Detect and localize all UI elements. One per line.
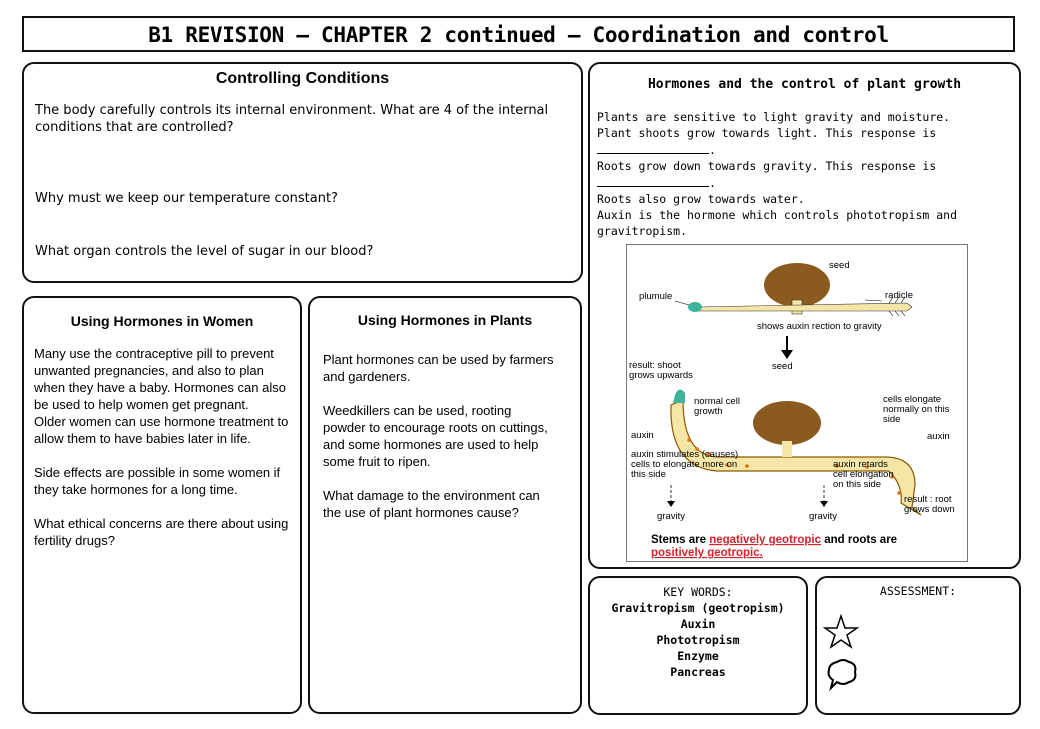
assessment-heading: ASSESSMENT: [879,584,957,598]
hormones-plants-panel [308,296,582,714]
page-title: B1 REVISION – CHAPTER 2 continued – Coordination and control [148,23,889,47]
women-heading: Using Hormones in Women [70,313,254,329]
label-cells-elongate-3: side [883,414,901,425]
label-normal-1: normal cell [694,396,740,407]
label-stimulates-2: cells to elongate more on [631,459,738,470]
plants-paragraph-2: Weedkillers can be used, rooting powder to encourage roots on cuttings, and some hormones are used to help some fruit to ripen. [323,403,548,469]
label-gravity-1: gravity [657,511,685,522]
controlling-question-2: Why must we keep our temperature constant? [35,191,338,206]
women-question: What ethical concerns are there about using fertility drugs? [34,516,289,548]
plant-growth-line-2: Plant shoots grow towards light. This response is [597,126,937,140]
controlling-question-3: What organ controls the level of sugar in our blood? [35,244,374,259]
plant-growth-heading: Hormones and the control of plant growth [647,77,962,92]
women-paragraph-3: Side effects are possible in some women if they take hormones for a long time. [34,465,281,497]
plant-growth-panel: Hormones and the control of plant growth Plants are sensitive to light gravity and moisture. Plant shoots grow towards light. This response is . Roots grow down towards gravity. This response is . Roots also grow towards water. Auxin is the hormone which controls phototropism and gravitropism. seed plumule radicle shows auxin rection to gravity seed result: shoot grows upwards normal cell growth cells elongate normally on this side auxin auxin auxin stimulates (causes) cells to elongate more on this side auxin retards cell elongation on this side gravity gravity result : root grows down Stems are negatively geotropic and roots are positively geotropic. [588,62,1021,569]
label-plumule: plumule [639,291,673,302]
plant-growth-line-1: Plants are sensitive to light gravity and moisture. [597,110,951,124]
label-retard-2: cell elongation [833,469,894,480]
controlling-heading: Controlling Conditions [215,70,390,87]
svg-text:Stems are negatively geotropic [651,534,897,546]
label-cells-elongate-2: normally on this [883,404,950,415]
women-paragraph-1: Many use the contraceptive pill to prevent unwanted pregnancies, and also to plan when they have a baby. Hormones can also be used to help women get pregnant. [34,346,286,412]
label-cells-elongate-1: cells elongate [883,394,942,405]
answer-blank-2 [597,174,709,187]
thought-bubble-icon [825,658,859,692]
plumule-tip [688,302,702,312]
plant-growth-line-5: Auxin is the hormone which controls phototropism and gravitropism. [597,208,958,238]
hormones-women-panel [22,296,302,714]
plant-growth-line-4: Roots also grow towards water. [597,192,805,206]
controlling-conditions-panel [22,62,583,283]
label-result-shoot-2: grows upwards [629,370,693,381]
label-seed-2: seed [772,361,793,372]
controlling-question-1: The body carefully controls its internal environment. What are 4 of the internal conditions that are controlled? [35,103,549,135]
label-retard-3: on this side [833,479,882,490]
title-banner [22,16,1015,52]
caption-part-1: Stems are [651,534,710,546]
key-word-3: Phototropism [656,633,740,647]
key-word-1: Gravitropism (geotropism) [611,601,785,615]
caption-part-2: and roots are [821,534,898,546]
plants-heading: Using Hormones in Plants [357,312,533,328]
answer-blank-1 [597,141,709,154]
caption-negative: negatively geotropic [709,534,822,546]
caption-positive: positively geotropic. [651,547,763,559]
star-icon [823,614,859,650]
key-word-4: Enzyme [677,649,719,663]
plants-paragraph-1: Plant hormones can be used by farmers and gardeners. [323,352,554,384]
key-word-5: Pancreas [670,665,726,679]
key-words-panel [588,576,808,715]
seed-bottom [753,401,821,445]
women-paragraph-2: Older women can use hormone treatment to allow them to have babies later in life. [34,414,289,446]
label-stimulates-3: this side [631,469,666,480]
label-gravity-2: gravity [809,511,837,522]
label-root-1: result : root [904,494,952,505]
label-shows: shows auxin rection to gravity [757,321,882,332]
plants-question: What damage to the environment can the use of plant hormones cause? [323,488,540,520]
label-auxin-left: auxin [631,430,654,441]
plant-growth-line-3: Roots grow down towards gravity. This response is [597,159,937,173]
label-root-2: grows down [904,504,955,515]
geotropism-diagram [626,244,968,562]
label-radicle: radicle [885,290,913,301]
label-retard-1: auxin retards [833,459,888,470]
label-auxin-right: auxin [927,431,950,442]
key-words-heading: KEY WORDS: [663,585,733,599]
key-word-2: Auxin [680,617,716,631]
label-normal-2: growth [694,406,723,417]
label-seed: seed [829,260,850,271]
label-stimulates-1: auxin stimulates (causes) [631,449,739,460]
assessment-panel [815,576,1021,715]
label-result-shoot-1: result: shoot [629,360,681,371]
